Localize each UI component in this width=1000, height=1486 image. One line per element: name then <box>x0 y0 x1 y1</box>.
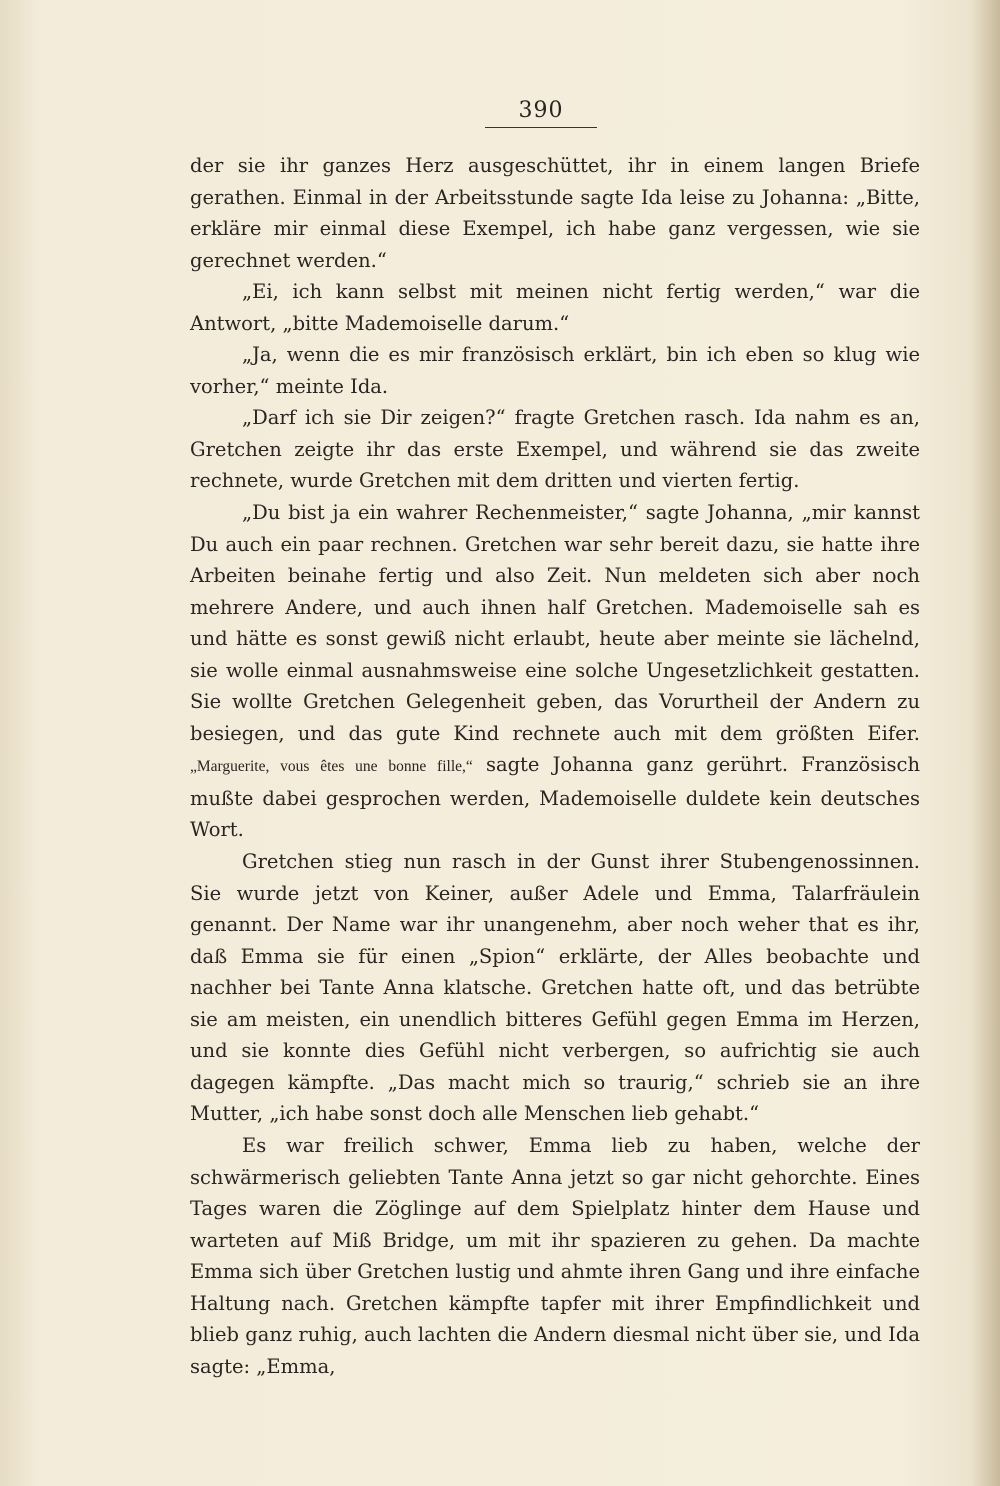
page-number: 390 <box>518 98 564 123</box>
paragraph-text: „Du bist ja ein wahrer Rechenmeister,“ sagte Johanna, „mir kannst Du auch ein paar rechnen. Gretchen war sehr bereit dazu, sie hatte ihre Arbeiten beinahe fertig und also Zeit. Nun meldeten sich aber noch mehrere Andere, und auch ihnen half Gretchen. Mademoiselle sah es und hätte es sonst gewiß nicht erlaubt, heute aber meinte sie lächelnd, sie wolle einmal ausnahmsweise eine solche Ungesetzlichkeit gestatten. Sie wollte Gretchen Gelegenheit geben, das Vorurtheil der Andern zu besiegen, und das gute Kind rechnete auch mit dem größten Eifer. <box>190 501 920 745</box>
body-text <box>190 150 920 1382</box>
paragraph-text-continued: sagte Johanna ganz gerührt. Französisch mußte dabei gesprochen werden, Mademoiselle duldete kein deutsches Wort. <box>190 753 921 842</box>
paragraph <box>190 497 920 846</box>
paragraph: Gretchen stieg nun rasch in der Gunst ihrer Stubengenossinnen. Sie wurde jetzt von Keiner, außer Adele und Emma, Talarfräulein genannt. Der Name war ihr unangenehm, aber noch weher that es ihr, daß Emma sie für einen „Spion“ erklärte, der Alles beobachte und nachher bei Tante Anna klatsche. Gretchen hatte oft, und das betrübte sie am meisten, ein unendlich bitteres Gefühl gegen Emma im Herzen, und sie konnte dies Gefühl nicht verbergen, so aufrichtig sie auch dagegen kämpfte. „Das macht mich so traurig,“ schrieb sie an ihre Mutter, „ich habe sonst doch alle Menschen lieb gehabt.“ <box>190 850 920 1126</box>
page-edge-shadow <box>972 0 1000 1486</box>
paragraph: „Darf ich sie Dir zeigen?“ fragte Gretchen rasch. Ida nahm es an, Gretchen zeigte ihr das erste Exempel, und während sie das zweite rechnete, wurde Gretchen mit dem dritten und vierten fertig. <box>190 406 920 493</box>
header-rule <box>485 127 597 128</box>
french-quote: „Marguerite, vous êtes une bonne fille,“ <box>190 758 473 776</box>
paragraph: „Ja, wenn die es mir französisch erklärt, bin ich eben so klug wie vorher,“ meinte Ida. <box>190 343 920 398</box>
paragraph: der sie ihr ganzes Herz ausgeschüttet, ihr in einem langen Briefe gerathen. Einmal in der Arbeitsstunde sagte Ida leise zu Johanna: „Bitte, erkläre mir einmal diese Exempel, ich habe ganz vergessen, wie sie gerechnet werden.“ <box>190 154 920 272</box>
paragraph: „Ei, ich kann selbst mit meinen nicht fertig werden,“ war die Antwort, „bitte Mademoiselle darum.“ <box>190 280 920 335</box>
paragraph: Es war freilich schwer, Emma lieb zu haben, welche der schwärmerisch geliebten Tante Anna jetzt so gar nicht gehorchte. Eines Tages waren die Zöglinge auf dem Spielplatz hinter dem Hause und warteten auf Miß Bridge, um mit ihr spazieren zu gehen. Da machte Emma sich über Gretchen lustig und ahmte ihren Gang und ihre einfache Haltung nach. Gretchen kämpfte tapfer mit ihrer Empfindlichkeit und blieb ganz ruhig, auch lachten die Andern diesmal nicht über sie, und Ida sagte: „Emma, <box>190 1133 920 1378</box>
